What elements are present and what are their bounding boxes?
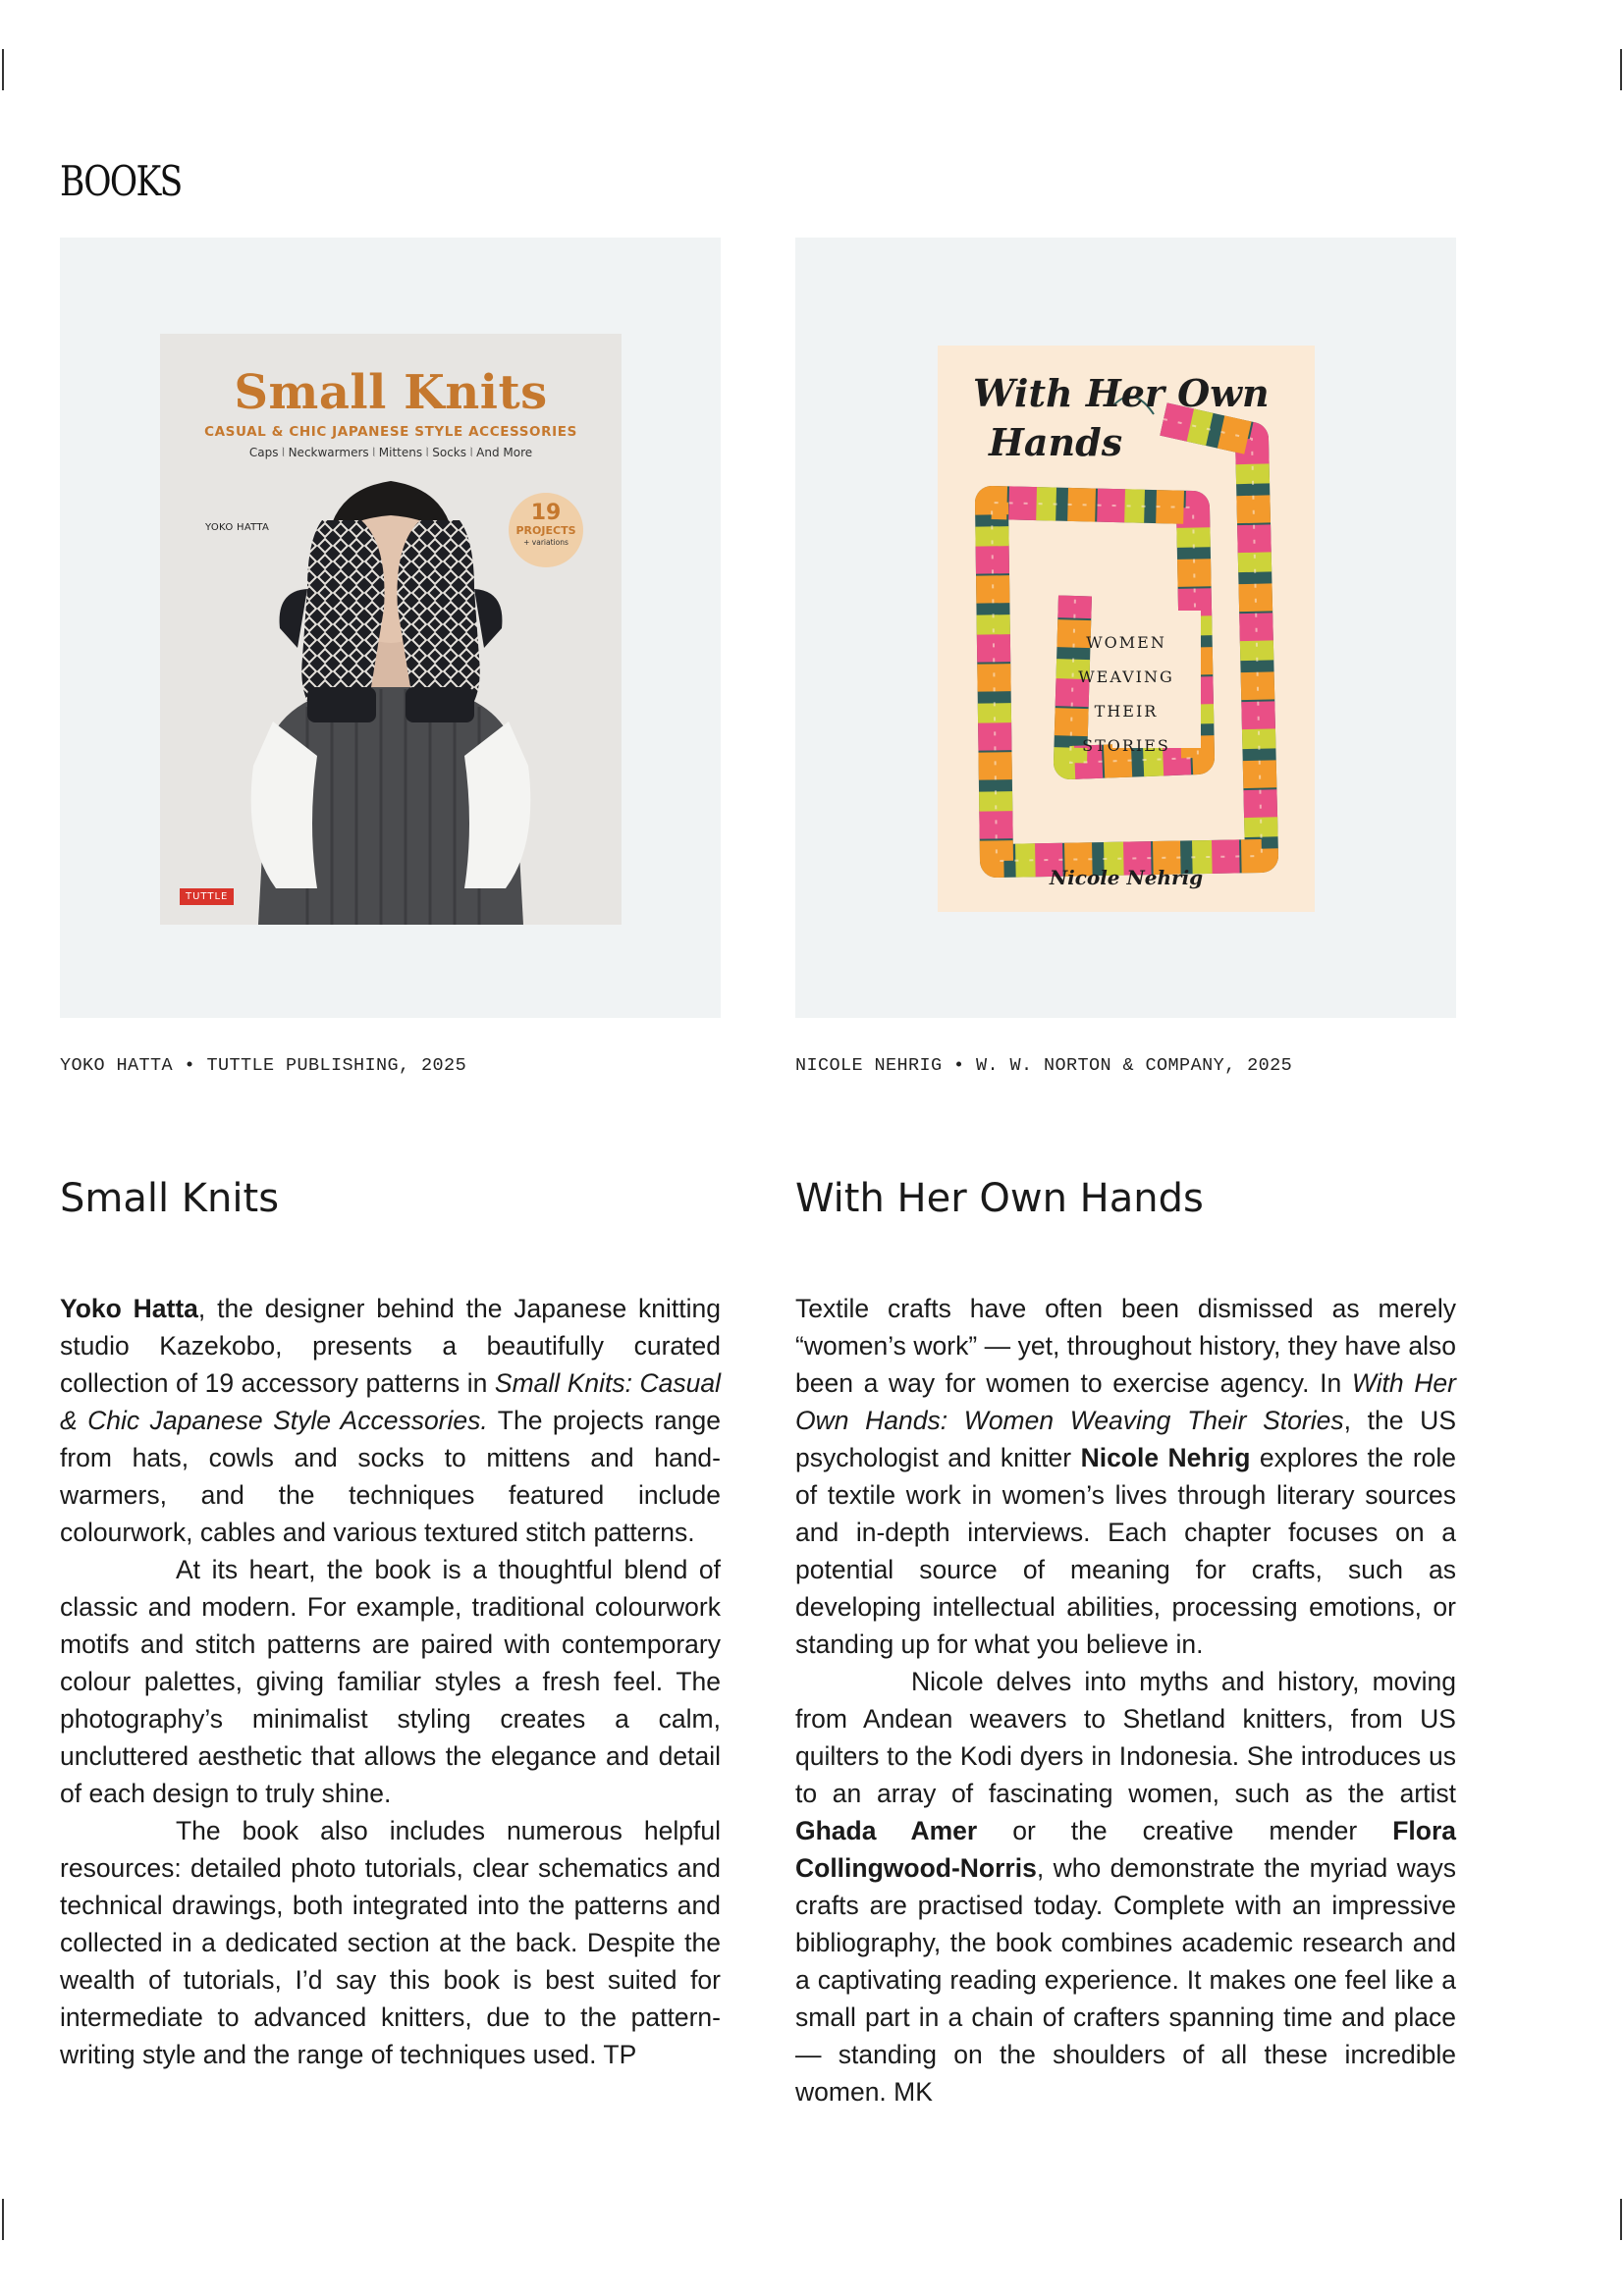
review-small-knits <box>60 1290 721 2073</box>
book-cover-with-her-own-hands <box>938 346 1315 912</box>
cover-author: YOKO HATTA <box>205 522 270 533</box>
cover-subtitle-line-3: THEIR <box>1094 702 1159 721</box>
book-cover-small-knits <box>160 334 622 925</box>
review-text: The projects range from hats, cowls and socks to mittens and hand-warmers, and the techniques featured include colourwork, cables and various textured stitch patterns. <box>60 1406 721 1547</box>
book-name: Small Knits: Casual & Chic Japanese Style Accessories. <box>60 1368 721 1435</box>
cover-subtitle-line-1: WOMEN <box>1086 633 1166 652</box>
crop-mark-bottom-left <box>2 2199 4 2240</box>
review-text: Textile crafts have often been dismissed as merely “women’s work” — yet, throughout history, they have also been a way for women to exercise agency. In <box>795 1294 1456 1398</box>
badge-number: 19 <box>530 501 562 525</box>
crop-mark-top-right <box>1620 49 1622 90</box>
cover-subtitle-line-4: STORIES <box>1082 736 1170 755</box>
cover-subtitle: CASUAL & CHIC JAPANESE STYLE ACCESSORIES <box>204 424 577 440</box>
crop-mark-bottom-right <box>1620 2199 1622 2240</box>
review-text: explores the role of textile work in women’s lives through literary sources and in-depth interviews. Each chapter focuses on a potential source of meaning for crafts, such as developing intellectual abilities, processing emotions, or standing up for what you believe in. <box>795 1443 1457 1659</box>
review-with-her-own-hands <box>795 1290 1456 2110</box>
cover-subtitle-line-2: WEAVING <box>1078 667 1174 686</box>
review-paragraph-2 <box>795 1663 1456 2110</box>
cover-item-list: Caps ⦚ Neckwarmers ⦚ Mittens ⦚ Socks ⦚ And More <box>248 446 533 459</box>
review-text: , the US psychologist and knitter <box>795 1406 1456 1472</box>
publisher-logo: TUTTLE <box>180 888 234 905</box>
book-title-small-knits: Small Knits <box>60 1176 280 1221</box>
review-paragraph-2: At its heart, the book is a thoughtful blend of classic and modern. For example, traditional colourwork motifs and stitch patterns are paired with contemporary colour palettes, giving familiar styles a fresh feel. The photography’s minimalist styling creates a calm, uncluttered aesthetic that allows the elegance and detail of each design to truly shine. <box>60 1555 721 1808</box>
crop-mark-top-left <box>2 49 4 90</box>
badge-subtext: + variations <box>523 538 568 547</box>
book-name: With Her Own Hands: Women Weaving Their Stories <box>795 1368 1456 1435</box>
section-title: BOOKS <box>60 157 182 205</box>
book-caption-with-her-own-hands: NICOLE NEHRIG • W. W. NORTON & COMPANY, 2025 <box>795 1055 1293 1076</box>
cover-title: Small Knits <box>234 365 548 420</box>
cover-panel-small-knits <box>60 238 721 1018</box>
author-name: Yoko Hatta <box>60 1294 198 1323</box>
review-text: or the creative mender <box>977 1816 1393 1845</box>
review-paragraph-1 <box>60 1290 721 1551</box>
cover-title-line-2: Hands <box>989 420 1123 464</box>
cover-title <box>973 369 1270 467</box>
author-name: Nicole Nehrig <box>1080 1443 1251 1472</box>
review-paragraph-3: The book also includes numerous helpful resources: detailed photo tutorials, clear schematics and technical drawings, both integrated into the patterns and collected in a dedicated section at the back. Despite the wealth of tutorials, I’d say this book is best suited for intermediate to advanced knitters, due to the pattern-writing style and the range of techniques used. TP <box>60 1816 721 2069</box>
cover-title-line-1: With Her Own <box>973 371 1270 415</box>
review-text: , the designer behind the Japanese knitting studio Kazekobo, presents a beautifully curated collection of 19 accessory patterns in <box>60 1294 721 1398</box>
projects-badge <box>509 493 583 567</box>
person-name: Ghada Amer <box>795 1816 978 1845</box>
book-title-with-her-own-hands: With Her Own Hands <box>795 1176 1204 1221</box>
cover-panel-with-her-own-hands <box>795 238 1456 1018</box>
review-text: , who demonstrate the myriad ways crafts are practised today. Complete with an impressive bibliography, the book combines academic research and a captivating reading experience. It makes one feel like a small part in a chain of crafters spanning time and place — standing on the shoulders of all these incredible women. MK <box>795 1853 1456 2107</box>
cover-author: Nicole Nehrig <box>1049 866 1204 889</box>
review-paragraph-1 <box>795 1290 1456 1663</box>
book-caption-small-knits: YOKO HATTA • TUTTLE PUBLISHING, 2025 <box>60 1055 467 1076</box>
cover-subtitle <box>938 625 1315 763</box>
cover-photo-knitter-illustration <box>160 334 622 925</box>
badge-text: PROJECTS <box>515 524 576 537</box>
review-text: Nicole delves into myths and history, moving from Andean weavers to Shetland knitters, from US quilters to the Kodi dyers in Indonesia. She introduces us to an array of fascinating women, such as the artist <box>795 1667 1456 1808</box>
person-name: Flora Collingwood-Norris <box>795 1816 1456 1883</box>
